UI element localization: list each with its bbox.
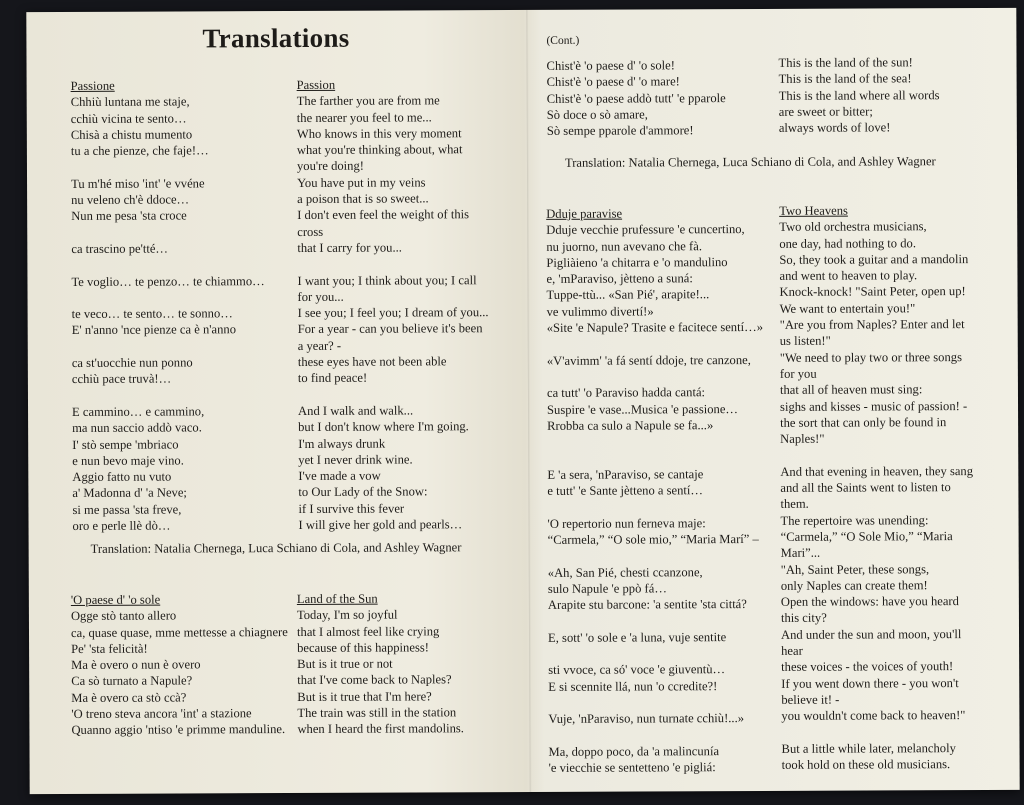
- verse-line: And I walk and walk...: [298, 403, 414, 418]
- verse-line: and all the Saints went to listen to: [780, 480, 951, 495]
- song3-english-title: Two Heavens: [779, 203, 848, 218]
- verse-line: Ma, doppo poco, da 'a malincunía: [548, 743, 720, 759]
- song2-cont-italian-column: [547, 57, 726, 139]
- verse-line: E 'a sera, 'nParaviso, se cantaje: [547, 466, 704, 482]
- verse-line: ca, quase quase, mme mettesse a chiagnere: [70, 624, 288, 640]
- verse-line: Chist'è 'o paese d' 'o sole!: [546, 58, 675, 73]
- song3-english-column: [779, 202, 974, 773]
- verse-line: "Are you from Naples? Enter and let: [779, 317, 965, 332]
- verse-line: only Naples can create them!: [780, 578, 928, 593]
- verse-line: Ogge stò tanto allero: [70, 608, 177, 624]
- verse-line: one day, had nothing to do.: [779, 235, 917, 251]
- verse-line: te veco… te sento… te sonno…: [71, 306, 233, 322]
- stanza-gap: [71, 256, 264, 273]
- verse-line: because of this happiness!: [297, 640, 429, 655]
- verse-line: e tutt' 'e Sante jètteno a sentí…: [547, 483, 704, 498]
- verse-line: Sò doce o sò amare,: [546, 107, 648, 122]
- song2-cont-italian-lines: [547, 57, 726, 139]
- verse-line: cross: [297, 224, 324, 239]
- verse-line: Naples!": [780, 431, 825, 447]
- verse-line: Tuppe-ttù... «San Pié', arapite!...: [546, 287, 710, 303]
- verse-line: «Site 'e Napule? Trasite e facitece sentí…»: [546, 320, 764, 335]
- stanza-gap: [72, 338, 265, 355]
- verse-line: The train was still in the station: [297, 705, 457, 721]
- song2-english-lines: [297, 607, 464, 738]
- verse-line: I want you; I think about you; I call: [297, 272, 477, 288]
- verse-line: The repertoire was unending:: [780, 512, 929, 528]
- verse-line: these eyes have not been able: [297, 354, 447, 370]
- verse-line: that I almost feel like crying: [296, 623, 440, 639]
- song2-english-title: Land of the Sun: [296, 591, 378, 606]
- verse-line: For a year - can you believe it's been: [297, 321, 483, 337]
- verse-line: I see you; I feel you; I dream of you...: [297, 305, 489, 321]
- verse-line: Chisà a chistu mumento: [70, 127, 193, 142]
- verse-line: you're doing!: [296, 159, 364, 174]
- verse-line: 'O treno steva ancora 'int' a stazione: [71, 706, 252, 722]
- verse-line: This is the land of the sea!: [778, 71, 912, 87]
- verse-line: a year? -: [297, 338, 342, 353]
- verse-line: But is it true or not: [297, 656, 393, 672]
- verse-line: that all of heaven must sing:: [779, 382, 923, 398]
- verse-line: You have put in my veins: [297, 175, 426, 190]
- verse-line: Today, I'm so joyful: [296, 607, 398, 623]
- verse-line: tu a che pienze, che faje!…: [70, 143, 209, 159]
- stanza-gap: [297, 255, 488, 272]
- verse-line: 'O repertorio nun ferneva maje:: [547, 515, 706, 531]
- song1-italian-lines: [71, 93, 266, 534]
- verse-line: Nun me pesa 'sta croce: [71, 208, 187, 224]
- verse-line: So, they took a guitar and a mandolin: [779, 251, 969, 267]
- verse-line: ma nun saccio addò vaco.: [72, 420, 202, 436]
- verse-line: E si scennite llá, nun 'o ccredite?!: [548, 678, 718, 694]
- verse-line: hear: [781, 643, 803, 658]
- page-title: Translations: [202, 22, 350, 54]
- verse-line: The farther you are from me: [296, 93, 440, 109]
- verse-line: this city?: [780, 611, 827, 626]
- stanza-gap: [548, 726, 764, 743]
- verse-line: Knock-knock! "Saint Peter, open up!: [779, 284, 966, 300]
- song2-italian-lines: [71, 607, 288, 738]
- verse-line: cchiù pace truvà!…: [71, 371, 172, 387]
- stanza-gap: [72, 289, 265, 306]
- verse-line: E cammino… e cammino,: [72, 404, 205, 419]
- verse-line: yet I never drink wine.: [298, 452, 413, 467]
- verse-line: e, 'mParaviso, jètteno a suná:: [546, 271, 693, 287]
- verse-line: Who knows in this very moment: [296, 126, 462, 141]
- verse-line: for you: [779, 366, 817, 381]
- verse-line: "Ah, Saint Peter, these songs,: [780, 561, 930, 577]
- stanza-gap: [548, 645, 764, 662]
- verse-line: si me passa 'sta freve,: [72, 502, 182, 517]
- stanza-gap: [547, 335, 763, 352]
- verse-line: Chist'è 'o paese addò tutt' 'e pparole: [546, 90, 726, 106]
- verse-line: Two old orchestra musicians,: [779, 219, 927, 235]
- verse-line: E' n'anno 'nce pienze ca è n'anno: [71, 322, 237, 338]
- verse-line: Aggio fatto nu vuto: [72, 469, 172, 485]
- verse-line: Suspire 'e vase...Musica 'e passione…: [547, 401, 739, 417]
- stanza-gap: [780, 446, 973, 463]
- verse-line: "We need to play two or three songs: [779, 349, 962, 365]
- verse-line: I don't even feel the weight of this: [297, 207, 470, 223]
- verse-line: e nun bevo maje vino.: [72, 453, 184, 468]
- song3-italian-lines: [546, 221, 765, 776]
- verse-line: the sort that can only be found in: [780, 415, 947, 430]
- verse-line: And under the sun and moon, you'll: [780, 626, 962, 642]
- stanza-gap: [547, 433, 763, 450]
- song2-italian-title: 'O paese d' 'o sole: [70, 592, 161, 607]
- verse-line: believe it! -: [781, 692, 840, 707]
- verse-line: sulo Napule 'e ppò fá…: [547, 581, 667, 596]
- verse-line: “Carmela,” “O Sole Mio,” “Maria: [780, 529, 953, 544]
- verse-line: If you went down there - you won't: [781, 675, 959, 691]
- verse-line: that I've come back to Naples?: [297, 672, 452, 688]
- stanza-gap: [547, 449, 763, 466]
- verse-line: a poison that is so sweet...: [297, 191, 429, 207]
- verse-line: when I heard the first mandolins.: [297, 721, 464, 737]
- translation-credit-2: Translation: Natalia Chernega, Luca Schiano di Cola, and Ashley Wagner: [564, 154, 936, 170]
- verse-line: Quanno aggio 'ntiso 'e primme manduline.: [71, 722, 286, 738]
- verse-line: ca tutt' 'o Paraviso hadda cantá:: [546, 385, 706, 401]
- verse-line: Mari”...: [780, 545, 821, 561]
- verse-line: ve vulimmo divertí!»: [546, 304, 654, 319]
- verse-line: “Carmela,” “O sole mio,” “Maria Marí” –: [547, 531, 759, 547]
- verse-line: the nearer you feel to me...: [296, 109, 432, 125]
- verse-line: sti vvoce, ca só' voce 'e giuventù…: [548, 662, 726, 678]
- verse-line: Ca sò turnato a Napule?: [71, 673, 193, 689]
- translation-credit-1: Translation: Natalia Chernega, Luca Schiano di Cola, and Ashley Wagner: [90, 540, 462, 556]
- verse-line: Dduje vecchie prufessure 'e cuncertino,: [546, 222, 745, 238]
- verse-line: and went to heaven to play.: [779, 268, 918, 284]
- verse-line: if I survive this fever: [298, 501, 405, 516]
- verse-line: us listen!": [779, 334, 831, 349]
- verse-line: E, sott' 'o sole e 'a luna, vuje sentite: [548, 629, 727, 645]
- stanza-gap: [781, 724, 974, 741]
- verse-line: Pigliàieno 'a chitarra e 'o mandulino: [546, 254, 728, 270]
- booklet-page: [26, 8, 1019, 794]
- song3-english-lines: [779, 218, 974, 773]
- verse-line: I'm always drunk: [298, 436, 386, 451]
- verse-line: Sò sempe pparole d'ammore!: [546, 123, 694, 139]
- song3-italian-title: Dduje paravise: [546, 206, 623, 221]
- verse-line: sighs and kisses - music of passion! -: [779, 398, 968, 414]
- verse-line: cchiù vicina te sento…: [70, 111, 187, 126]
- verse-line: Chhiù luntana me staje,: [70, 94, 190, 110]
- verse-line: I've made a vow: [298, 468, 381, 484]
- verse-line: Ma è overo o nun è overo: [71, 657, 201, 673]
- verse-line: a' Madonna d' 'a Neve;: [72, 485, 187, 501]
- stanza-gap: [298, 386, 489, 403]
- verse-line: but I don't know where I'm going.: [298, 419, 469, 435]
- verse-line: ca st'uocchie nun ponno: [71, 355, 193, 371]
- song2-english-column: [297, 590, 464, 737]
- verse-line: are sweet or bitter;: [778, 104, 873, 119]
- verse-line: We want to entertain you!": [779, 301, 916, 316]
- verse-line: But is it true that I'm here?: [297, 689, 432, 704]
- verse-line: This is the land where all words: [778, 87, 940, 103]
- stanza-gap: [548, 547, 764, 564]
- stanza-gap: [548, 612, 764, 629]
- song3-italian-column: [546, 205, 765, 776]
- stanza-gap: [547, 498, 763, 515]
- verse-line: Open the windows: have you heard: [780, 594, 959, 610]
- verse-line: ca trascino pe'tté…: [71, 241, 169, 256]
- verse-line: Ma è overo ca stò ccà?: [71, 690, 187, 705]
- song1-english-title: Passion: [296, 77, 336, 92]
- verse-line: nu veleno ch'è ddoce…: [71, 192, 190, 208]
- stanza-gap: [72, 387, 265, 404]
- verse-line: «Ah, San Pié, chesti ccanzone,: [547, 564, 703, 580]
- page-fold: [526, 10, 531, 792]
- verse-line: Vuje, 'nParaviso, nun turnate cchiù!...»: [548, 711, 745, 727]
- song2-cont-english-lines: [778, 54, 939, 136]
- song1-italian-title: Passione: [70, 78, 115, 93]
- verse-line: But a little while later, melancholy: [781, 740, 956, 756]
- verse-line: Arapite stu barcone: 'a sentite 'sta cittá?: [547, 597, 747, 613]
- verse-line: oro e perle llè dò…: [72, 518, 171, 533]
- verse-line: And that evening in heaven, they sang: [780, 463, 974, 479]
- verse-line: them.: [780, 497, 809, 512]
- song1-italian-column: [71, 77, 266, 534]
- stanza-gap: [71, 159, 264, 176]
- verse-line: always words of love!: [778, 120, 891, 136]
- verse-line: Tu m'hé miso 'int' 'e vvéne: [71, 176, 205, 191]
- verse-line: to Our Lady of the Snow:: [298, 484, 428, 500]
- verse-line: Pe' 'sta felicità!: [71, 641, 148, 656]
- verse-line: these voices - the voices of youth!: [781, 659, 954, 675]
- verse-line: you wouldn't come back to heaven!": [781, 708, 966, 724]
- verse-line: what you're thinking about, what: [296, 142, 463, 158]
- verse-line: This is the land of the sun!: [778, 55, 913, 70]
- verse-line: Rrobba ca sulo a Napule se fa...»: [547, 418, 714, 433]
- verse-line: I will give her gold and pearls…: [298, 517, 463, 532]
- continued-label: (Cont.): [546, 34, 580, 47]
- verse-line: took hold on these old musicians.: [781, 757, 951, 772]
- verse-line: to find peace!: [297, 371, 368, 386]
- verse-line: 'e viecchie se sentetteno 'e pigliá:: [548, 760, 716, 775]
- stanza-gap: [71, 224, 264, 241]
- verse-line: Te voglio… te penzo… te chiammo…: [71, 273, 265, 289]
- song2-italian-column: [71, 591, 288, 739]
- verse-line: I' stò sempe 'mbriaco: [72, 437, 179, 452]
- verse-line: that I carry for you...: [297, 240, 402, 255]
- verse-line: Chist'è 'o paese d' 'o mare!: [546, 74, 680, 90]
- song1-english-lines: [297, 92, 490, 533]
- stanza-gap: [548, 694, 764, 711]
- song2-cont-english-column: [778, 54, 939, 136]
- stanza-gap: [547, 368, 763, 385]
- verse-line: nu juorno, nun avevano che fà.: [546, 238, 702, 254]
- verse-line: for you...: [297, 289, 344, 304]
- song1-english-column: [297, 76, 490, 533]
- verse-line: «V'avimm' 'a fá sentí ddoje, tre canzone,: [546, 352, 751, 368]
